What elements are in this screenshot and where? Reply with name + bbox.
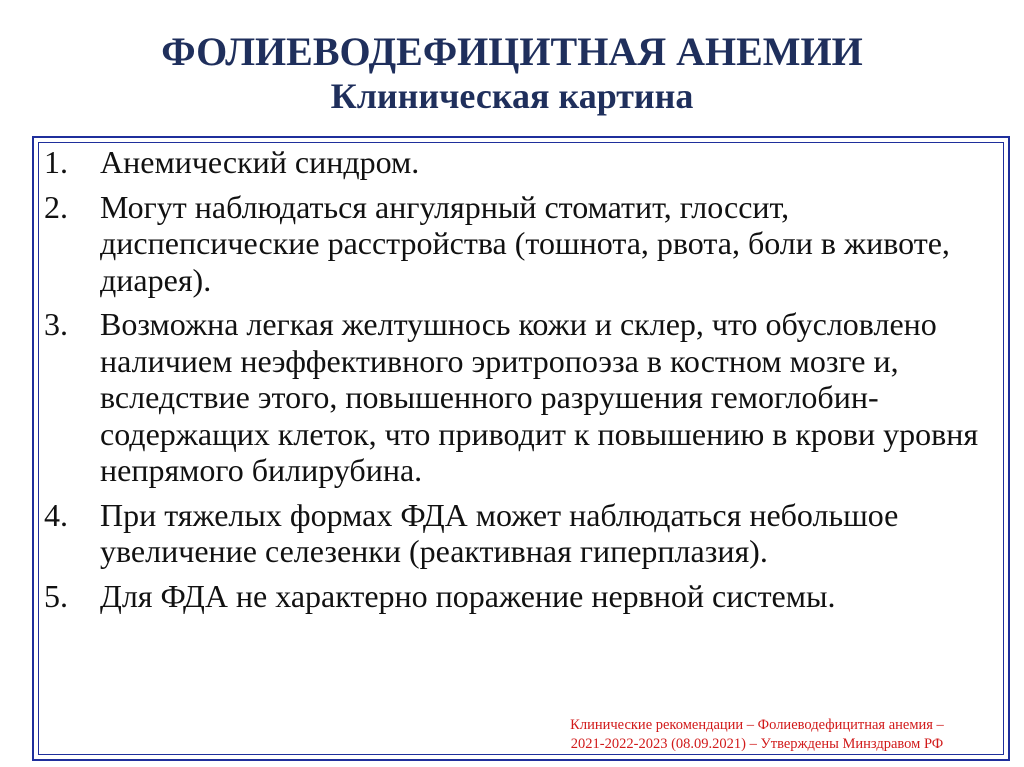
list-item xyxy=(44,497,1004,570)
slide-title xyxy=(0,28,1024,118)
list-item-number: 4. xyxy=(44,496,68,533)
list-item xyxy=(44,578,1004,615)
list-item xyxy=(44,306,1004,489)
list-item xyxy=(44,189,1004,299)
reference-line-2: 2021-2022-2023 (08.09.2021) – Утверждены Минздравом РФ xyxy=(570,736,944,752)
list-item-number: 2. xyxy=(44,188,68,225)
list-item xyxy=(44,144,1004,181)
list-item-text: Для ФДА не характерно поражение нервной системы. xyxy=(100,577,836,614)
list-item-number: 3. xyxy=(44,306,68,342)
list-item-number: 1. xyxy=(44,144,68,180)
title-subtitle: Клиническая картина xyxy=(330,76,694,117)
title-main: ФОЛИЕВОДЕФИЦИТНАЯ АНЕМИИ xyxy=(161,29,863,74)
list-item-text: Анемический синдром. xyxy=(100,144,420,180)
reference-note xyxy=(512,716,1002,754)
reference-line-1: Клинические рекомендации – Фолиеводефицитная анемия – xyxy=(570,717,944,733)
list-item-text: Могут наблюдаться ангулярный стоматит, глоссит, диспепсические расстройства (тошнота, рвота, боли в животе, диарея). xyxy=(100,188,950,298)
list-item-text: При тяжелых формах ФДА может наблюдаться небольшое увеличение селезенки (реактивная гиперплазия). xyxy=(100,496,899,569)
list-item-text: Возможна легкая желтушнось кожи и склер, что обусловлено наличием неэффективного эритропоэза в костном мозге и, вследствие этого, повышенного разрушения гемоглобин-содержащих клеток, что приводит к повышению в крови уровня непрямого билирубина. xyxy=(100,306,979,488)
symptom-list xyxy=(44,144,1004,622)
list-item-number: 5. xyxy=(44,577,68,614)
